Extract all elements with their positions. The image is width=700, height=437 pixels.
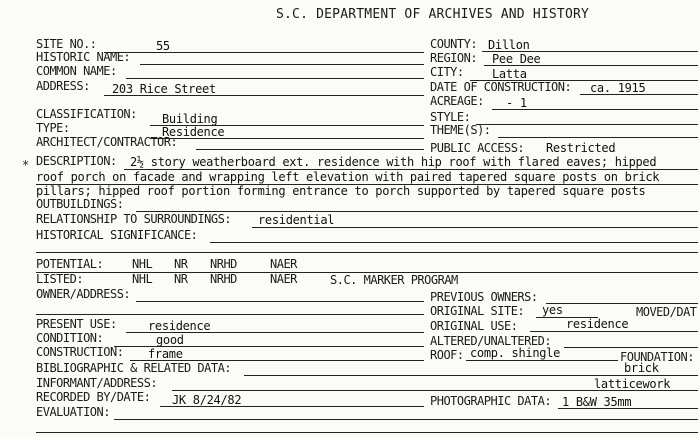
type-value: Residence [162, 125, 225, 139]
owner-extra-line [36, 314, 424, 315]
type-line [150, 138, 424, 139]
public-access-label: PUBLIC ACCESS: [430, 141, 525, 155]
site-no-value: 55 [156, 39, 170, 53]
region-line [484, 65, 698, 66]
region-label: REGION: [430, 51, 478, 65]
historical-significance-line [210, 242, 698, 243]
date-of-construction-value: ca. 1915 [590, 81, 646, 95]
present-use-value: residence [148, 319, 211, 333]
form-title: S.C. DEPARTMENT OF ARCHIVES AND HISTORY [276, 7, 590, 22]
potential-nr: NR [174, 257, 188, 271]
public-access-value: Restricted [546, 141, 616, 155]
original-site-value: yes [542, 303, 563, 317]
classification-value: Building [162, 112, 218, 126]
type-label: TYPE: [36, 121, 70, 135]
foundation-label: FOUNDATION: [620, 350, 694, 364]
evaluation-label: EVALUATION: [36, 405, 110, 419]
date-of-construction-label: DATE OF CONSTRUCTION: [430, 80, 572, 94]
county-label: COUNTY: [430, 37, 478, 51]
recorded-by-value: JK 8/24/82 [172, 393, 242, 407]
roof-line [466, 360, 618, 361]
address-label: ADDRESS: [36, 79, 90, 93]
city-value: Latta [492, 67, 527, 81]
informant-label: INFORMANT/ADDRESS: [36, 376, 158, 390]
foundation-value-1: brick [624, 361, 659, 375]
original-use-label: ORIGINAL USE: [430, 319, 518, 333]
previous-owners-line [546, 303, 698, 304]
photographic-data-value: 1 B&W 35mm [562, 395, 632, 409]
listed-nhl: NHL [132, 272, 153, 286]
owner-address-label: OWNER/ADDRESS: [36, 287, 131, 301]
style-label: STYLE: [430, 110, 471, 124]
evaluation-line [114, 419, 698, 420]
relationship-value: residential [258, 213, 335, 227]
photographic-data-label: PHOTOGRAPHIC DATA: [430, 394, 552, 408]
potential-label: POTENTIAL: [36, 257, 104, 271]
previous-owners-label: PREVIOUS OWNERS: [430, 290, 538, 304]
acreage-line [492, 109, 698, 110]
outbuildings-label: OUTBUILDINGS: [36, 197, 124, 211]
acreage-label: ACREAGE: [430, 94, 484, 108]
style-line [476, 124, 698, 125]
present-use-label: PRESENT USE: [36, 317, 117, 331]
construction-value: frame [148, 347, 183, 361]
architect-line [196, 149, 424, 150]
county-value: Dillon [488, 38, 530, 52]
relationship-label: RELATIONSHIP TO SURROUNDINGS: [36, 212, 232, 226]
informant-line [172, 390, 698, 391]
historical-significance-label: HISTORICAL SIGNIFICANCE: [36, 228, 198, 242]
construction-label: CONSTRUCTION: [36, 345, 124, 359]
bottom-line [36, 432, 698, 433]
owner-address-line [136, 301, 424, 302]
common-name-line [126, 78, 424, 79]
description-line-1: 2½ story weatherboard ext. residence with hip roof with flared eaves; hipped [130, 155, 657, 169]
asterisk-mark: * [22, 158, 30, 172]
condition-label: CONDITION: [36, 331, 104, 345]
altered-line [564, 347, 698, 348]
region-value: Pee Dee [492, 52, 541, 66]
listed-nr: NR [174, 272, 188, 286]
common-name-label: COMMON NAME: [36, 64, 117, 78]
moved-date-label: MOVED/DAT [636, 305, 697, 319]
city-label: CITY: [430, 65, 464, 79]
original-site-label: ORIGINAL SITE: [430, 304, 525, 318]
original-use-line [530, 331, 698, 332]
marker-program-label: S.C. MARKER PROGRAM [330, 273, 458, 287]
site-no-label: SITE NO.: [36, 37, 97, 51]
listed-nrhd: NRHD [210, 272, 237, 286]
potential-naer: NAER [270, 257, 297, 271]
historic-name-line [140, 64, 424, 65]
themes-label: THEME(S): [430, 123, 491, 137]
relationship-line [252, 227, 698, 228]
description-line-3: pillars; hipped roof portion forming entrance to porch supported by tapered square posts [36, 184, 646, 198]
recorded-by-label: RECORDED BY/DATE: [36, 390, 151, 404]
bibliographic-line [244, 375, 698, 376]
description-label: DESCRIPTION: [36, 154, 117, 168]
date-line [580, 94, 698, 95]
classification-label: CLASSIFICATION: [36, 107, 137, 121]
site-no-line [104, 52, 424, 53]
roof-label: ROOF: [430, 348, 464, 362]
bibliographic-label: BIBLIOGRAPHIC & RELATED DATA: [36, 361, 232, 375]
description-line-2: roof porch on facade and wrapping left elevation with paired tapered square posts on brick [36, 170, 660, 184]
condition-value: good [156, 333, 184, 347]
acreage-value: - 1 [506, 96, 527, 110]
roof-value: comp. shingle [470, 346, 561, 360]
foundation-value-2: latticework [594, 377, 671, 391]
address-value: 203 Rice Street [112, 82, 216, 96]
potential-nrhd: NRHD [210, 257, 237, 271]
recorded-by-line [160, 406, 424, 407]
potential-nhl: NHL [132, 257, 153, 271]
historic-name-label: HISTORIC NAME: [36, 50, 131, 64]
section-divider [36, 252, 698, 253]
photographic-data-line [558, 408, 698, 409]
architect-label: ARCHITECT/CONTRACTOR: [36, 135, 178, 149]
address-line [104, 95, 424, 96]
listed-label: LISTED: [36, 272, 84, 286]
altered-label: ALTERED/UNALTERED: [430, 334, 552, 348]
original-use-value: residence [566, 317, 629, 331]
listed-naer: NAER [270, 272, 297, 286]
themes-line [498, 137, 698, 138]
